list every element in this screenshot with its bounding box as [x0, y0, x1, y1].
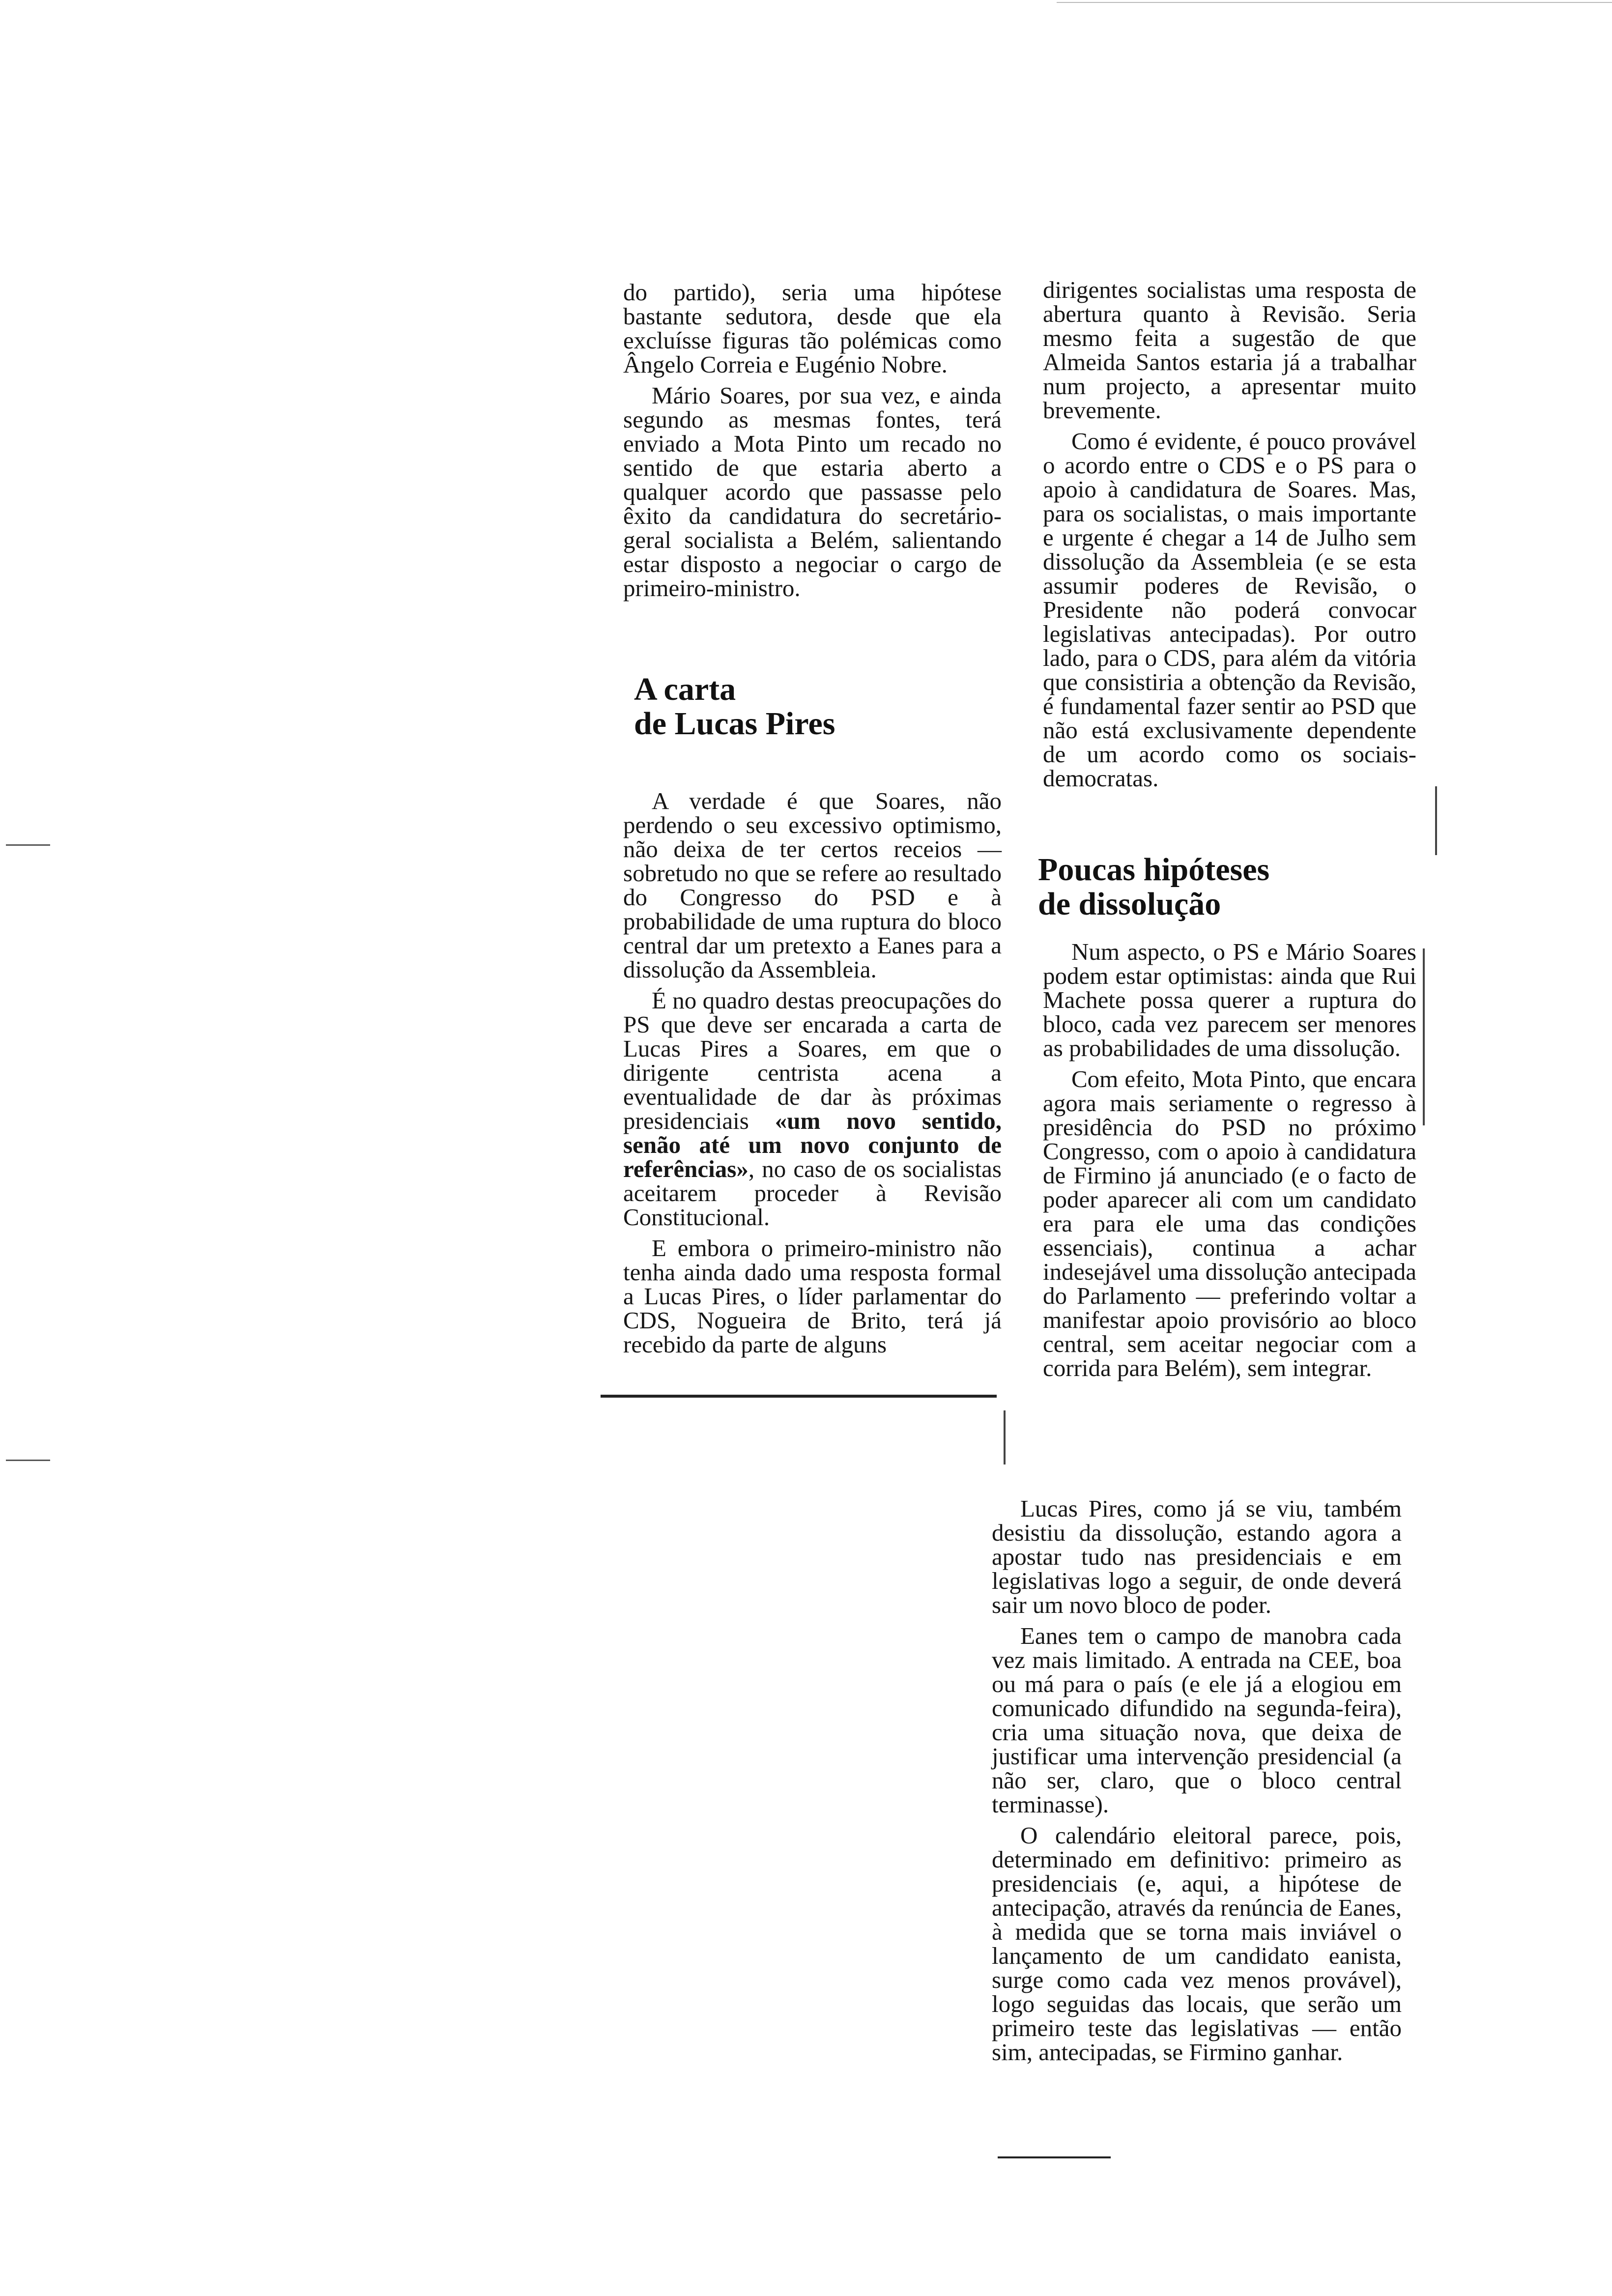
scan-edge-line [1004, 1410, 1006, 1464]
end-rule [998, 2156, 1111, 2158]
paragraph: E embora o primeiro-ministro não tenha ainda dado uma resposta formal a Lucas Pires, o líder parlamentar do CDS, Nogueira de Brito, terá já recebido da parte de alguns [623, 1234, 1002, 1358]
heading-line: Poucas hipóteses [1038, 852, 1270, 888]
paragraph: A verdade é que Soares, não perdendo o seu excessivo optimismo, não deixa de ter certos receios — sobretudo no que se refere ao resultado do Congresso do PSD e à probabilidade de uma ruptura do bloco central dar um pretexto a Eanes para a dissolução da Assembleia. [623, 787, 1002, 983]
scan-edge-line [1435, 786, 1437, 855]
article-column-3 [992, 1496, 1402, 2071]
paragraph: Num aspecto, o PS e Mário Soares podem estar optimistas: ainda que Rui Machete possa querer a ruptura do bloco, cada vez parecem ser menores as probabilidades de uma dissolução. [1043, 938, 1416, 1062]
heading-line: de dissolução [1038, 886, 1221, 922]
text-run: É no quadro destas preocupações do PS que deve ser encarada a carta de Lucas Pires a Soares, em que o dirigente centrista acena a eventualidade de dar às próximas presidenciais [623, 987, 1002, 1134]
paragraph: Eanes tem o campo de manobra cada vez mais limitado. A entrada na CEE, boa ou má para o país (e ele já a elogiou em comunicado difundido na segunda-feira), cria uma situação nova, que deixa de justificar uma intervenção presidencial (a não ser, claro, que o bloco central terminasse). [992, 1622, 1402, 1818]
scan-edge-line [1423, 948, 1425, 1125]
heading-line: A carta [634, 671, 736, 707]
paragraph [623, 988, 1002, 1229]
article-column-2-lower [1043, 940, 1416, 1387]
column-rule [601, 1395, 997, 1398]
paragraph: dirigentes socialistas uma resposta de abertura quanto à Revisão. Seria mesmo feita a sugestão de que Almeida Santos estaria já a trabalhar num projecto, a apresentar muito brevemente. [1043, 276, 1416, 424]
heading-line: de Lucas Pires [634, 706, 835, 742]
section-heading [1038, 853, 1392, 921]
scan-margin-mark [6, 1460, 50, 1461]
paragraph: do partido), seria uma hipótese bastante sedutora, desde que ela excluísse figuras tão polémicas como Ângelo Correia e Eugénio Nobre. [623, 279, 1002, 378]
scan-margin-mark [6, 844, 50, 846]
article-column-1 [623, 280, 1002, 607]
article-column-1-lower [623, 789, 1002, 1363]
paragraph: Lucas Pires, como já se viu, também desistiu da dissolução, estando agora a apostar tudo nas presidenciais e em legislativas logo a seguir, de onde deverá sair um novo bloco de poder. [992, 1495, 1402, 1618]
article-column-2 [1043, 278, 1416, 797]
paragraph: Com efeito, Mota Pinto, que encara agora mais seriamente o regresso à presidência do PSD no próximo Congresso, com o apoio à candidatura de Firmino já anunciado (e o facto de poder aparecer ali com um candidato era para ele uma das condições essenciais), continua a achar indesejável uma dissolução antecipada do Parlamento — preferindo voltar a manifestar apoio provisório ao bloco central, sem aceitar negociar com a corrida para Belém), sem integrar. [1043, 1065, 1416, 1381]
quote-bold: «um novo sentido, senão até um novo conjunto de referências» [623, 1107, 1002, 1182]
paragraph: Como é evidente, é pouco provável o acordo entre o CDS e o PS para o apoio à candidatura de Soares. Mas, para os socialistas, o mais importante e urgente é chegar a 14 de Julho sem dissolução da Assembleia (e se esta assumir poderes de Revisão, o Presidente não poderá convocar legislativas antecipadas). Por outro lado, para o CDS, para além da vitória que consistiria a obtenção da Revisão, é fundamental fazer sentir ao PSD que não está exclusivamente dependente de um acordo como os sociais-democratas. [1043, 428, 1416, 792]
section-heading [634, 672, 978, 741]
paragraph: O calendário eleitoral parece, pois, determinado em definitivo: primeiro as presidenciais (e, aqui, a hipótese de antecipação, através da renúncia de Eanes, à medida que se torna mais inviável o lançamento de um candidato eanista, surge como cada vez menos provável), logo seguidas das locais, que serão um primeiro teste das legislativas — então sim, antecipadas, se Firmino ganhar. [992, 1822, 1402, 2066]
scan-edge-top [1057, 2, 1612, 3]
paragraph: Mário Soares, por sua vez, e ainda segundo as mesmas fontes, terá enviado a Mota Pinto um recado no sentido de que estaria aberto a qualquer acordo que passasse pelo êxito da candidatura do secretário-geral socialista a Belém, salientando estar disposto a negociar o cargo de primeiro-ministro. [623, 382, 1002, 602]
text-run: , no caso de os socialistas aceitarem proceder à Revisão Constitucional. [623, 1155, 1002, 1231]
